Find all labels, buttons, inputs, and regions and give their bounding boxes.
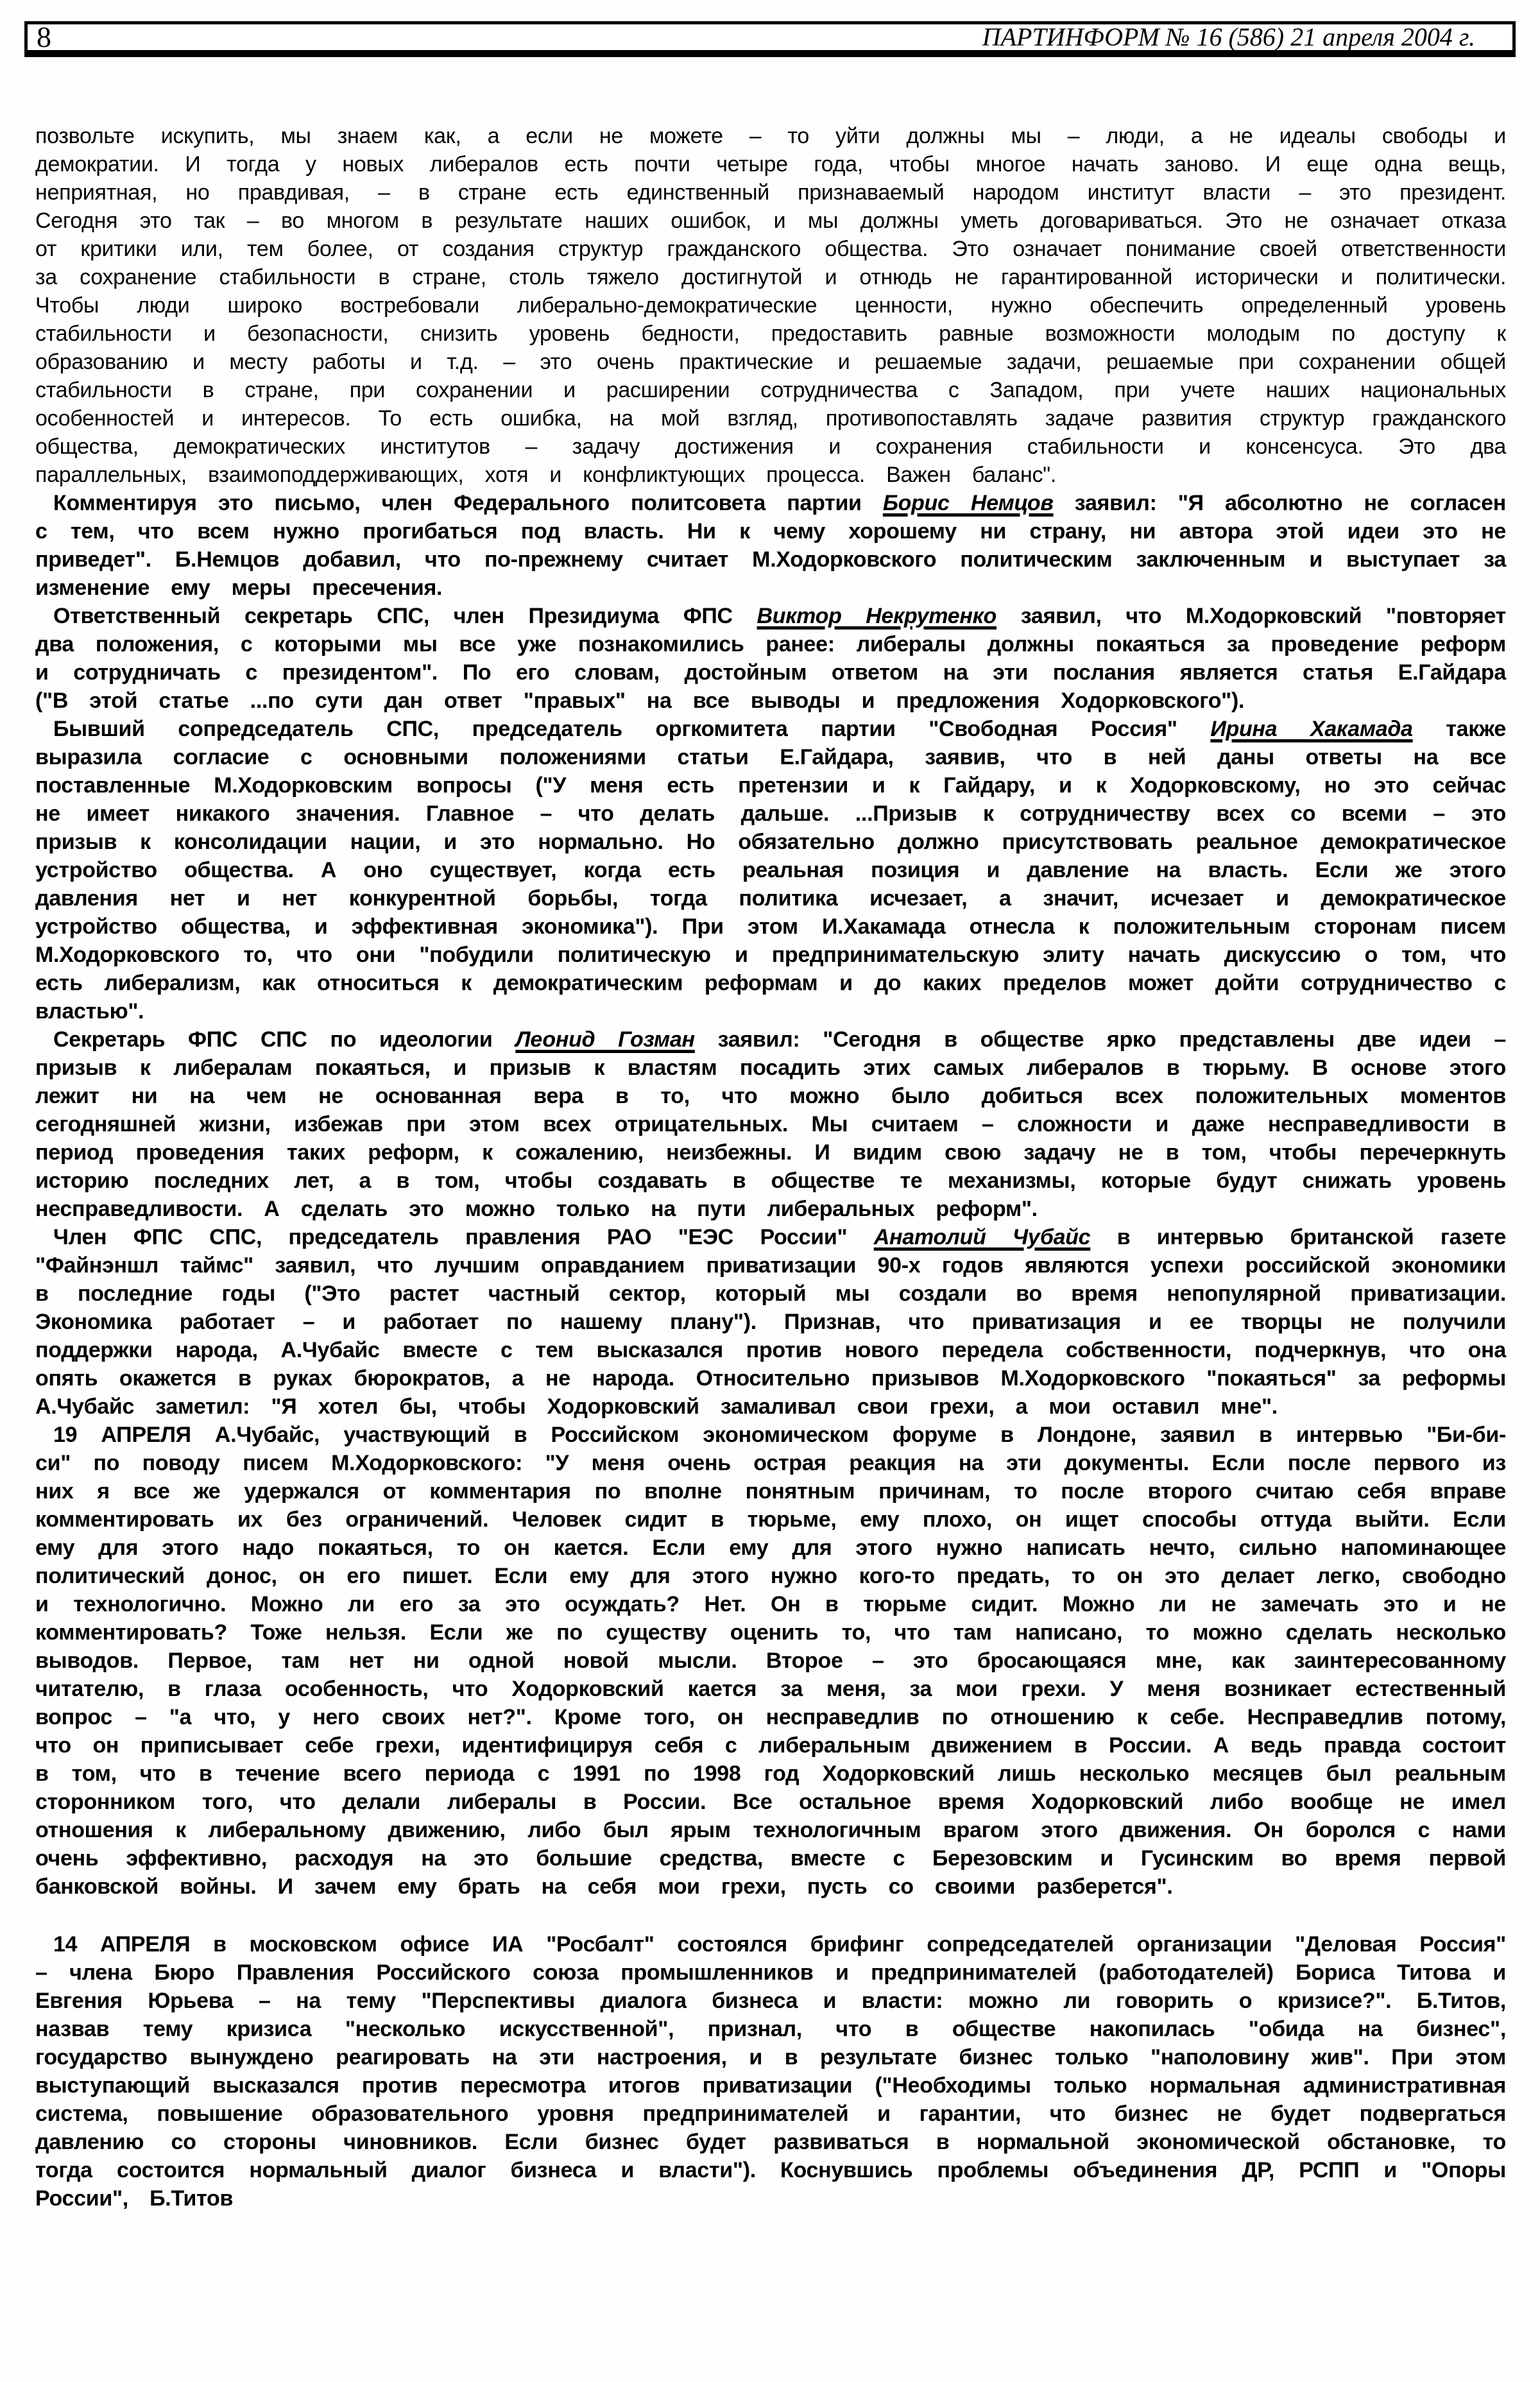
paragraph [35,715,1506,1025]
text-run: заявил: "Сегодня в обществе ярко представлены две идеи – призыв к либералам покаяться, и призыв к властям посадить этих самых либералов в тюрьму. В основе этого лежит ни на чем не основанная вера в то, что можно было добиться всех положительных моментов сегодняшней жизни, избежав при этом всех отрицательных. Мы считаем – сложности и даже несправедливости в период проведения таких реформ, к сожалению, неизбежны. И видим свою задачу не в том, чтобы перечеркнуть историю последних лет, а в том, чтобы создавать в обществе те механизмы, которые будут снижать уровень несправедливости. А сделать это можно только на пути либеральных реформ". [35,1027,1506,1221]
paragraph [35,1025,1506,1223]
page-header [24,21,1516,57]
paragraph [35,1421,1506,1901]
text-run: также выразила согласие с основными положениями статьи Е.Гайдара, заявив, что в ней даны ответы на все поставленные М.Ходорковским вопросы ("У меня есть претензии и к Гайдару, и к Ходорковскому, но это сейчас не имеет никакого значения. Главное – что делать дальше. ...Призыв к сотрудничеству всех со всеми – это призыв к консолидации нации, и это нормально. Но обязательно должно присутствовать реальное демократическое устройство общества. А оно существует, когда есть реальная позиция и давление на власть. Если же этого давления нет и нет конкурентной борьбы, тогда политика исчезает, а значит, исчезает и демократическое устройство общества, и эффективная экономика"). При этом И.Хакамада отнесла к положительным сторонам писем М.Ходорковского то, что они "побудили политическую и предпринимательскую элиту начать дискуссию о том, что есть либерализм, как относиться к демократическим реформам и до каких пределов может дойти сотрудничество с властью". [35,717,1506,1024]
person-name: Борис Немцов [882,491,1054,515]
page-number: 8 [37,21,51,53]
text-run: Член ФПС СПС, председатель правления РАО "ЕЭС России" [53,1225,874,1249]
text-run: позвольте искупить, мы знаем как, а если не можете – то уйти должны мы – люди, а не идеалы свободы и демократии. И тогда у новых либералов есть почти четыре года, чтобы многое начать заново. И еще одна вещь, неприятная, но правдивая, – в стране есть единственный признаваемый народом институт власти – это президент. Сегодня это так – во многом в результате наших ошибок, и мы должны уметь договариваться. Это не означает отказа от критики или, тем более, от создания структур гражданского общества. Это означает понимание своей ответственности за сохранение стабильности в стране, столь тяжело достигнутой и отнюдь не гарантированной исторически и политически. Чтобы люди широко востребовали либерально-демократические ценности, нужно обеспечить определенный уровень стабильности и безопасности, снизить уровень бедности, предоставить равные возможности молодым по доступу к образованию и месту работы и т.д. – это очень практические и решаемые задачи, решаемые при сохранении общей стабильности в стране, при сохранении и расширении сотрудничества с Западом, при учете наших национальных особенностей и интересов. То есть ошибка, на мой взгляд, противопоставлять задаче развития структур гражданского общества, демократических институтов – задачу достижения и сохранения стабильности и консенсуса. Это два параллельных, взаимоподдерживающих, хотя и конфликтующих процесса. Важен баланс". [35,124,1506,487]
text-run: заявил, что М.Ходорковский "повторяет два положения, с которыми мы все уже познакомились ранее: либералы должны покаяться за проведение реформ и сотрудничать с президентом". По его словам, достойным ответом на эти послания является статья Е.Гайдара ("В этой статье ...по сути дан ответ "правых" на все выводы и предложения Ходорковского"). [35,604,1506,713]
paragraph [35,122,1506,489]
newsletter-title: ПАРТИНФОРМ № 16 (586) 21 апреля 2004 г. [982,22,1475,51]
person-name: Виктор Некрутенко [757,604,997,628]
document-body [35,122,1506,2213]
text-run: в интервью британской газете "Файнэншл таймс" заявил, что лучшим оправданием приватизации 90-х годов являются успехи российской экономики в последние годы ("Это растет частный сектор, который мы создали во время непопулярной приватизации. Экономика работает – и работает по нашему плану"). Признав, что приватизация и ее творцы не получили поддержки народа, А.Чубайс вместе с тем высказался против нового передела собственности, подчеркнув, что она опять окажется в руках бюрократов, а не народа. Относительно призывов М.Ходорковского "покаяться" за реформы А.Чубайс заметил: "Я хотел бы, чтобы Ходорковский замаливал свои грехи, а мои оставил мне". [35,1225,1506,1419]
text-run: Бывший сопредседатель СПС, председатель оргкомитета партии "Свободная Россия" [53,717,1211,741]
person-name: Анатолий Чубайс [873,1225,1091,1249]
paragraph [35,602,1506,715]
paragraph [35,1930,1506,2213]
text-run: 14 АПРЕЛЯ в московском офисе ИА "Росбалт" состоялся брифинг сопредседателей организации "Деловая Россия" – члена Бюро Правления Российского союза промышленников и предпринимателей (работодателей) Бориса Титова и Евгения Юрьева – на тему "Перспективы диалога бизнеса и власти: можно ли говорить о кризисе?". Б.Титов, назвав тему кризиса "несколько искусственной", признал, что в обществе накопилась "обида на бизнес", государство вынуждено реагировать на эти настроения, и в результате бизнес только "наполовину жив". При этом выступающий высказался против пересмотра итогов приватизации ("Необходимы только нормальная административная система, повышение образовательного уровня предпринимателей и гарантии, что бизнес не будет подвергаться давлению со стороны чиновников. Если бизнес будет развиваться в нормальной экономической обстановке, то тогда состоится нормальный диалог бизнеса и власти"). Коснувшись проблемы объединения ДР, РСПП и "Опоры России", Б.Титов [35,1932,1506,2211]
paragraph [35,1223,1506,1421]
text-run: Ответственный секретарь СПС, член Президиума ФПС [53,604,757,628]
text-run: 19 АПРЕЛЯ А.Чубайс, участвующий в Российском экономическом форуме в Лондоне, заявил в интервью "Би-би-си" по поводу писем М.Ходорковского: "У меня очень острая реакция на эти документы. Если после первого из них я все же удержался от комментария по вполне понятным причинам, то после второго считаю себя вправе комментировать их без ограничений. Человек сидит в тюрьме, ему плохо, он ищет способы оттуда выйти. Если ему для этого надо покаяться, то он кается. Если ему для этого нужно написать нечто, сильно напоминающее политический донос, он его пишет. Если ему для этого нужно кого-то предать, то он это делает легко, свободно и технологично. Можно ли его за это осуждать? Нет. Он в тюрьме сидит. Можно ли не замечать это и не комментировать? Тоже нельзя. Если же по существу оценить то, что там написано, то можно сделать несколько выводов. Первое, там нет ни одной новой мысли. Второе – это бросающаяся мне, как заинтересованному читателю, в глаза особенность, что Ходорковский кается за меня, за мои грехи. У меня возникает естественный вопрос – "а что, у него своих нет?". Кроме того, он несправедлив по отношению к себе. Несправедлив потому, что он приписывает себе грехи, идентифицируя себя с либеральным движением в России. А ведь правда состоит в том, что в течение всего периода с 1991 по 1998 год Ходорковский лишь несколько месяцев был реальным сторонником того, что делали либералы в России. Все остальное время Ходорковский либо вообще не имел отношения к либеральному движению, либо был ярым технологичным врагом этого движения. Он боролся с нами очень эффективно, расходуя на это большие средства, вместе с Березовским и Гусинским во время первой банковской войны. И зачем ему брать на себя мои грехи, пусть со своими разберется". [35,1423,1506,1899]
text-run: заявил: "Я абсолютно не согласен с тем, что всем нужно прогибаться под власть. Ни к чему хорошему ни страну, ни автора этой идеи это не приведет". Б.Немцов добавил, что по-прежнему считает М.Ходорковского политическим заключенным и выступает за изменение ему меры пресечения. [35,491,1506,600]
text-run: Комментируя это письмо, член Федерального политсовета партии [53,491,883,515]
person-name: Леонид Гозман [515,1027,695,1052]
paragraph [35,489,1506,602]
text-run: Секретарь ФПС СПС по идеологии [53,1027,516,1052]
person-name: Ирина Хакамада [1210,717,1413,741]
